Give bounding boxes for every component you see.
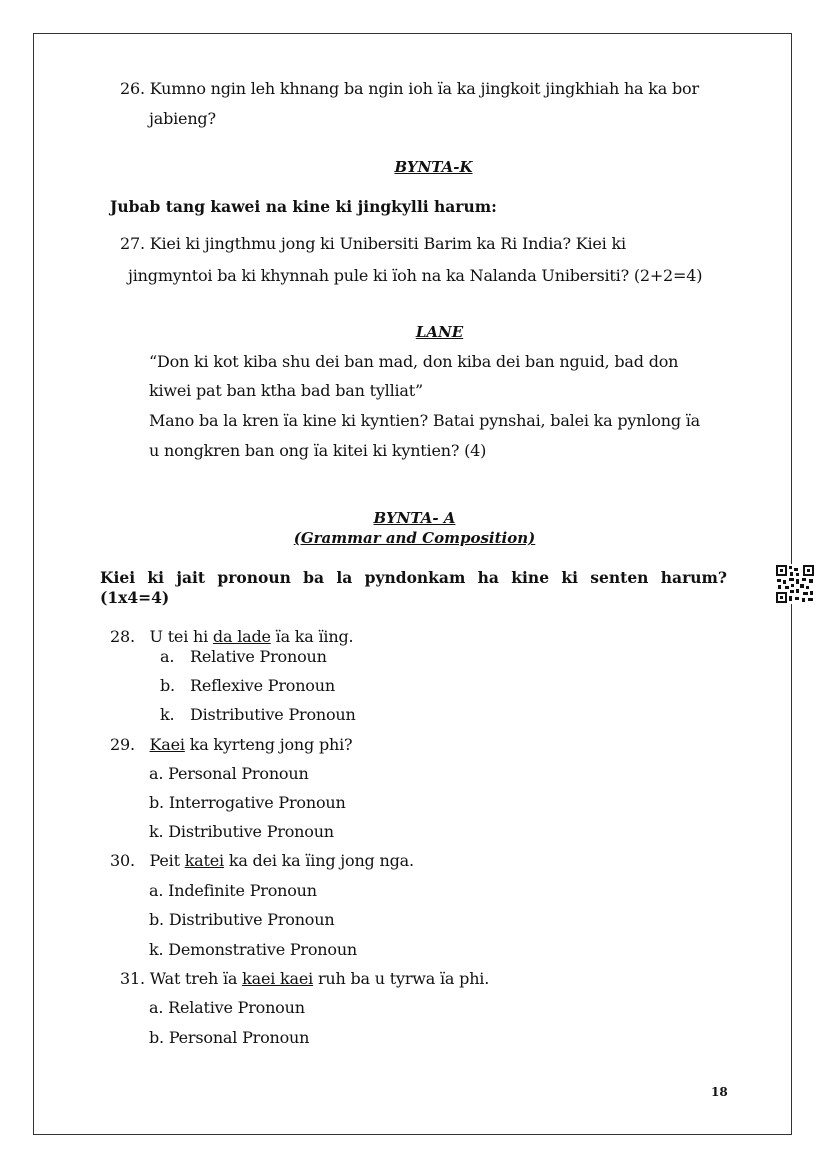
q31-option-b: b. Personal Pronoun [149, 1028, 310, 1047]
section-a-instruction-line1: Kiei ki jait pronoun ba la pyndonkam ha kine ki senten harum? [100, 568, 727, 587]
section-a-instruction-line2: (1x4=4) [100, 588, 170, 607]
q28-option-a-text: Relative Pronoun [190, 647, 327, 666]
lane-question-line1: Mano ba la kren ïa kine ki kyntien? Batai pynshai, balei ka pynlong ïa [149, 411, 701, 430]
page-number: 18 [711, 1085, 728, 1099]
q30-option-k: k. Demonstrative Pronoun [149, 940, 358, 959]
q28-option-b-text: Reflexive Pronoun [190, 676, 335, 695]
q28-option-b: b. [160, 676, 175, 695]
q28-option-k-text: Distributive Pronoun [190, 705, 356, 724]
q27-line2: jingmyntoi ba ki khynnah pule ki ïoh na ka Nalanda Unibersiti? (2+2=4) [128, 266, 703, 285]
q28-stem: 28. U tei hi da lade ïa ka ïing. [110, 627, 354, 646]
q29-option-b: b. Interrogative Pronoun [149, 793, 346, 812]
q29-option-a: a. Personal Pronoun [149, 764, 309, 783]
lane-heading: LANE [415, 323, 464, 341]
q28-option-a: a. [160, 647, 175, 666]
section-k-instruction: Jubab tang kawei na kine ki jingkylli harum: [110, 197, 497, 216]
q29-option-k: k. Distributive Pronoun [149, 822, 334, 841]
q26-line2: jabieng? [149, 109, 216, 128]
section-a-heading: BYNTA- A [373, 509, 456, 527]
q29-stem: 29. Kaei ka kyrteng jong phi? [110, 735, 353, 754]
q31-option-a: a. Relative Pronoun [149, 998, 305, 1017]
q26-line1: 26. Kumno ngin leh khnang ba ngin ioh ïa ka jingkoit jingkhiah ha ka bor [120, 79, 699, 98]
q30-option-b: b. Distributive Pronoun [149, 910, 335, 929]
lane-quote-line1: “Don ki kot kiba shu dei ban mad, don kiba dei ban nguid, bad don [149, 352, 679, 371]
section-a-subtitle: (Grammar and Composition) [293, 529, 536, 547]
q31-stem: 31. Wat treh ïa kaei kaei ruh ba u tyrwa ïa phi. [120, 969, 490, 988]
qr-code [775, 564, 815, 604]
q30-stem: 30. Peit katei ka dei ka ïing jong nga. [110, 851, 414, 870]
q30-option-a: a. Indefinite Pronoun [149, 881, 317, 900]
q28-option-k: k. [160, 705, 175, 724]
q27-line1: 27. Kiei ki jingthmu jong ki Unibersiti Barim ka Ri India? Kiei ki [120, 234, 626, 253]
lane-question-line2: u nongkren ban ong ïa kitei ki kyntien? (4) [149, 441, 487, 460]
lane-quote-line2: kiwei pat ban ktha bad ban tylliat” [149, 381, 423, 400]
section-k-heading: BYNTA-K [394, 158, 473, 176]
